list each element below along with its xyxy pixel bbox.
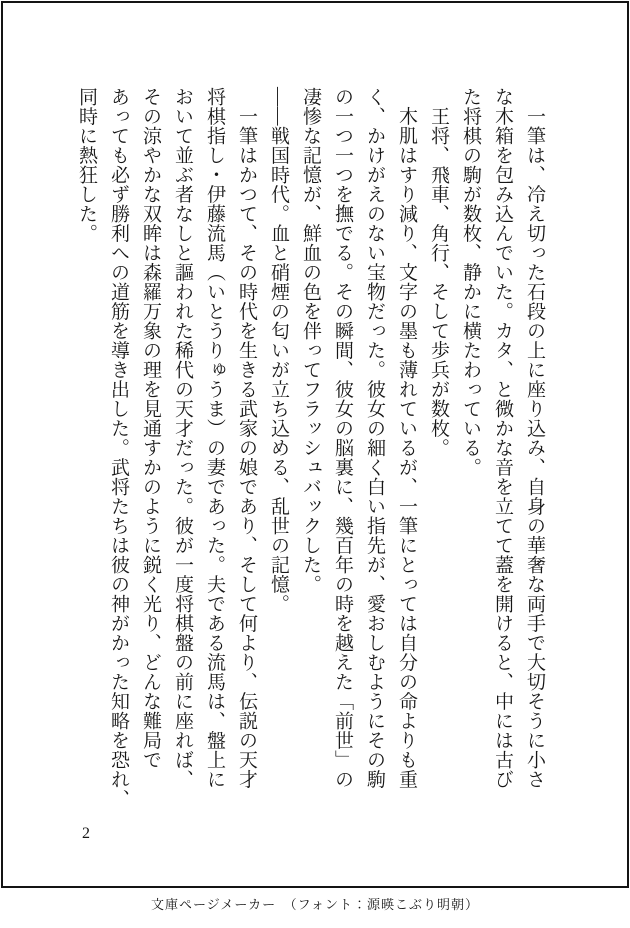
text-column: 王将、飛車、角行、そして歩兵が数枚。 [428, 87, 449, 458]
footer-caption: 文庫ページメーカー （フォント：源暎こぶり明朝） [151, 897, 479, 912]
page-number: 2 [82, 825, 90, 842]
text-columns [70, 87, 550, 809]
text-column: 将棋指し・伊藤流馬（いとうりゅうま）の妻であった。夫である流馬は、盤上に [204, 87, 225, 789]
text-column: 木肌はすり減り、文字の墨も薄れているが、一筆にとっては自分の命よりも重 [396, 87, 417, 789]
text-column: 一筆は、冷え切った石段の上に座り込み、自身の華奢な両手で大切そうに小さ [524, 87, 545, 789]
text-column: た将棋の駒が数枚、静かに横たわっている。 [460, 87, 481, 477]
page-frame-border [1, 1, 629, 888]
text-column: 凄惨な記憶が、鮮血の色を伴ってフラッシュバックした。 [300, 87, 321, 594]
text-column: 同時に熱狂した。 [76, 87, 97, 243]
text-column: 一筆はかつて、その時代を生きる武家の娘であり、そして何より、伝説の天才 [236, 87, 257, 789]
text-column: な木箱を包み込んでいた。カタ、と微かな音を立てて蓋を開けると、中には古び [492, 87, 513, 789]
text-column: おいて並ぶ者なしと謳われた稀代の天才だった。彼が一度将棋盤の前に座れば、 [172, 87, 193, 789]
text-column: く、かけがえのない宝物だった。彼女の細く白い指先が、愛おしむようにその駒 [364, 87, 385, 789]
text-column: ――戦国時代。血と硝煙の匂いが立ち込める、乱世の記憶。 [268, 87, 289, 614]
text-column: その涼やかな双眸は森羅万象の理を見通すかのように鋭く光り、どんな難局で [140, 87, 161, 770]
text-column: の一つ一つを撫でる。その瞬間、彼女の脳裏に、幾百年の時を越えた「前世」の [332, 87, 353, 789]
text-column: あっても必ず勝利への道筋を導き出した。武将たちは彼の神がかった知略を恐れ、 [108, 87, 129, 809]
